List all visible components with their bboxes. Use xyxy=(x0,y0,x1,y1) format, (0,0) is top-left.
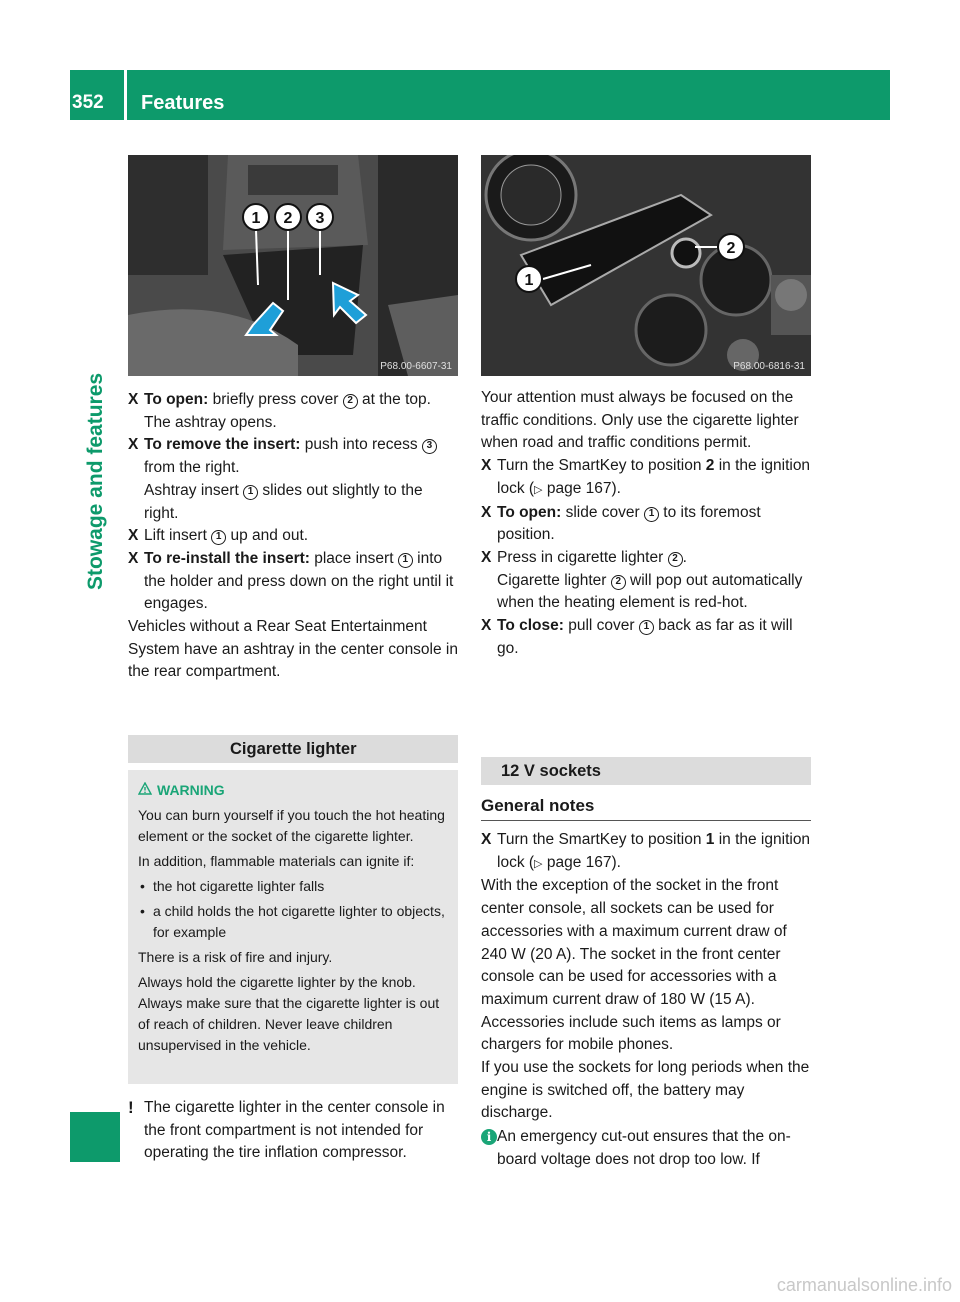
section-heading-12v-sockets: 12 V sockets xyxy=(481,757,811,785)
sockets-paragraph: With the exception of the socket in the front center console, all sockets can be used for accessories with a maximum current draw of 240 W (20 A). The socket in the front center console can be used for accessories with a maximum current draw of 180 W (15 A). Accessories include such items as lamps or chargers for mobile phones. xyxy=(481,877,787,1054)
photo-code: P68.00-6816-31 xyxy=(733,361,805,372)
warning-text: In addition, flammable materials can ignite if: xyxy=(138,853,415,869)
callout-ref: 2 xyxy=(668,552,683,567)
attention-paragraph: Your attention must always be focused on the traffic conditions. Only use the cigarette lighter when road and traffic conditions permit. xyxy=(481,389,799,452)
battery-paragraph: If you use the sockets for long periods when the engine is switched off, the battery may discharge. xyxy=(481,1059,810,1122)
callout-2: 2 xyxy=(283,210,293,227)
ashtray-illustration xyxy=(128,155,458,376)
right-column-lower xyxy=(481,829,814,1172)
step-close-cover: X To close: pull cover 1 back as far as it will go. xyxy=(481,617,793,657)
page-ref-arrow-icon: ▷ xyxy=(534,857,543,870)
callout-ref: 1 xyxy=(644,507,659,522)
subheading-general-notes: General notes xyxy=(481,796,595,815)
warning-text: Always hold the cigarette lighter by the knob. Always make sure that the cigarette lighter is out of reach of children. Never leave children unsupervised in the vehicle. xyxy=(138,974,440,1053)
page-reference-link[interactable]: page 167 xyxy=(546,853,612,871)
warning-box xyxy=(128,770,458,1084)
caution-icon: ! xyxy=(128,1098,134,1117)
caution-note: ! The cigarette lighter in the center console in the front compartment is not intended for operating the tire inflation compressor. xyxy=(128,1098,445,1162)
right-column xyxy=(481,387,814,660)
lighter-illustration xyxy=(481,155,811,376)
step-marker: X xyxy=(481,457,492,475)
page-reference-link[interactable]: page 167 xyxy=(546,479,612,497)
callout-ref: 2 xyxy=(611,575,626,590)
step-remove-insert-result: Ashtray insert 1 slides out slightly to the right. xyxy=(144,481,423,522)
side-tab-label: Stowage and features xyxy=(84,372,107,590)
warning-text: There is a risk of fire and injury. xyxy=(138,949,333,965)
step-reinstall-insert: X To re-install the insert: place insert 1 into the holder and press down on the right until it engages. xyxy=(128,549,454,613)
step-marker: X xyxy=(481,548,492,566)
header-divider xyxy=(124,70,127,120)
left-column-note xyxy=(128,1097,461,1165)
step-marker: X xyxy=(481,617,492,635)
ashtray-photo xyxy=(128,155,458,376)
step-open-cover: X To open: slide cover 1 to its foremost position. xyxy=(481,503,761,544)
page-title: Features xyxy=(141,92,225,114)
step-turn-key-position-1: X Turn the SmartKey to position 1 in the ignition lock (▷ page 167). xyxy=(481,831,811,871)
rear-ashtray-note: Vehicles without a Rear Seat Entertainment System have an ashtray in the center console in the rear compartment. xyxy=(128,618,458,681)
left-column xyxy=(128,389,461,684)
step-marker: X xyxy=(128,391,139,408)
page-number: 352 xyxy=(72,92,104,113)
callout-ref: 1 xyxy=(211,530,226,545)
step-marker: X xyxy=(481,831,492,848)
side-tab-marker xyxy=(70,1112,120,1162)
watermark: carmanualsonline.info xyxy=(776,1275,952,1295)
cigarette-lighter-photo xyxy=(481,155,811,376)
warning-bullet: • a child holds the hot cigarette lighter to objects, for example xyxy=(140,903,445,940)
step-open-ashtray: X To open: briefly press cover 2 at the top. The ashtray opens. xyxy=(128,391,431,431)
callout-ref: 2 xyxy=(343,394,358,409)
step-marker: X xyxy=(128,436,139,454)
warning-triangle-icon xyxy=(138,780,154,801)
warning-header: WARNING xyxy=(138,780,448,801)
callout-2: 2 xyxy=(726,240,736,257)
section-heading-cigarette-lighter: Cigarette lighter xyxy=(128,735,458,763)
info-icon: i xyxy=(481,1129,497,1145)
warning-bullet: • the hot cigarette lighter falls xyxy=(140,878,325,894)
warning-text: You can burn yourself if you touch the hot heating element or the socket of the cigarette lighter. xyxy=(138,807,445,844)
page-ref-arrow-icon: ▷ xyxy=(534,483,543,496)
step-marker: X xyxy=(128,549,139,567)
step-turn-key: X Turn the SmartKey to position 2 in the ignition lock (▷ page 167). xyxy=(481,457,811,497)
callout-1: 1 xyxy=(251,210,261,227)
step-lift-insert: X Lift insert 1 up and out. xyxy=(128,525,461,548)
info-note: i An emergency cut-out ensures that the on-board voltage does not drop too low. If xyxy=(481,1126,814,1171)
step-press-lighter-result: Cigarette lighter 2 will pop out automatically when the heating element is red-hot. xyxy=(497,571,803,612)
step-remove-insert: X To remove the insert: push into recess 3 from the right. xyxy=(128,434,461,479)
callout-ref: 1 xyxy=(639,620,654,635)
callout-1: 1 xyxy=(524,272,534,289)
subheading-rule xyxy=(481,820,811,821)
step-marker: X xyxy=(128,527,139,545)
callout-3: 3 xyxy=(315,210,325,227)
callout-ref: 1 xyxy=(398,553,413,568)
step-press-lighter: X Press in cigarette lighter 2 . xyxy=(481,547,814,570)
step-marker: X xyxy=(481,503,492,521)
callout-ref: 3 xyxy=(422,439,437,454)
photo-code: P68.00-6607-31 xyxy=(380,361,452,372)
callout-ref: 1 xyxy=(243,485,258,500)
